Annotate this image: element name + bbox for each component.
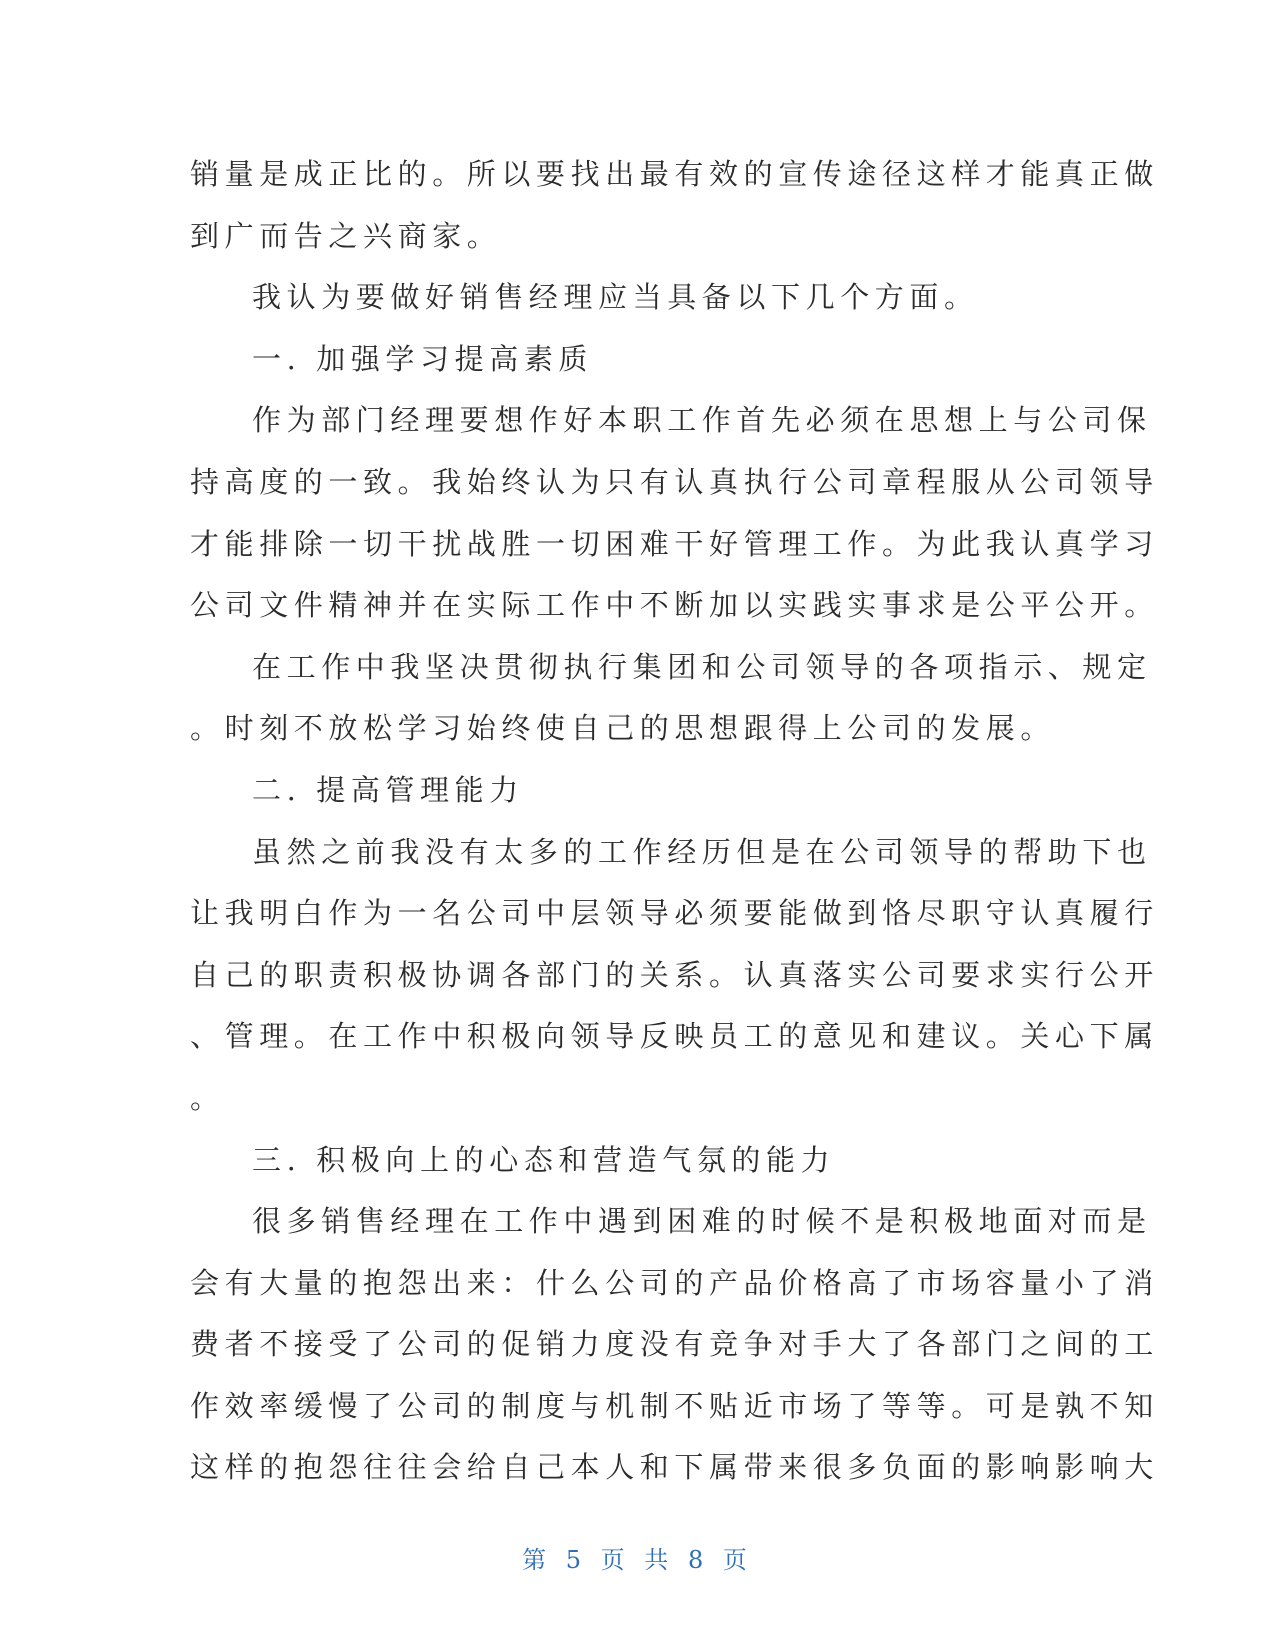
text-line: 会有大量的抱怨出来：什么公司的产品价格高了市场容量小了消 — [190, 1265, 1159, 1300]
text-line: 到广而告之兴商家。 — [190, 218, 502, 253]
text-line: 作为部门经理要想作好本职工作首先必须在思想上与公司保 — [252, 403, 1152, 438]
text-line: 虽然之前我没有太多的工作经历但是在公司领导的帮助下也 — [252, 834, 1152, 869]
page-number-footer: 第 5 页 共 8 页 — [522, 1546, 753, 1574]
text-line: 、管理。在工作中积极向领导反映员工的意见和建议。关心下属 — [190, 1019, 1159, 1054]
text-line: 让我明白作为一名公司中层领导必须要能做到恪尽职守认真履行 — [190, 896, 1159, 931]
section-heading: 一. 加强学习提高素质 — [252, 341, 594, 376]
text-line: 。 — [190, 1080, 225, 1115]
text-line: 这样的抱怨往往会给自己本人和下属带来很多负面的影响影响大 — [190, 1450, 1159, 1485]
text-line: 。时刻不放松学习始终使自己的思想跟得上公司的发展。 — [190, 711, 1056, 746]
section-heading: 二. 提高管理能力 — [252, 772, 524, 807]
text-line: 公司文件精神并在实际工作中不断加以实践实事求是公平公开。 — [190, 588, 1159, 623]
text-line: 才能排除一切干扰战胜一切困难干好管理工作。为此我认真学习 — [190, 526, 1159, 561]
text-line: 自己的职责积极协调各部门的关系。认真落实公司要求实行公开 — [190, 957, 1159, 992]
section-heading: 三. 积极向上的心态和营造气氛的能力 — [252, 1142, 836, 1177]
text-line: 持高度的一致。我始终认为只有认真执行公司章程服从公司领导 — [190, 464, 1159, 499]
text-line: 在工作中我坚决贯彻执行集团和公司领导的各项指示、规定 — [252, 649, 1152, 684]
text-line: 作效率缓慢了公司的制度与机制不贴近市场了等等。可是孰不知 — [190, 1388, 1159, 1423]
text-line: 费者不接受了公司的促销力度没有竞争对手大了各部门之间的工 — [190, 1327, 1159, 1362]
document-body — [190, 144, 1159, 1499]
text-line: 我认为要做好销售经理应当具备以下几个方面。 — [252, 280, 979, 315]
text-line: 很多销售经理在工作中遇到困难的时候不是积极地面对而是 — [252, 1204, 1152, 1239]
text-line: 销量是成正比的。所以要找出最有效的宣传途径这样才能真正做 — [190, 157, 1159, 191]
